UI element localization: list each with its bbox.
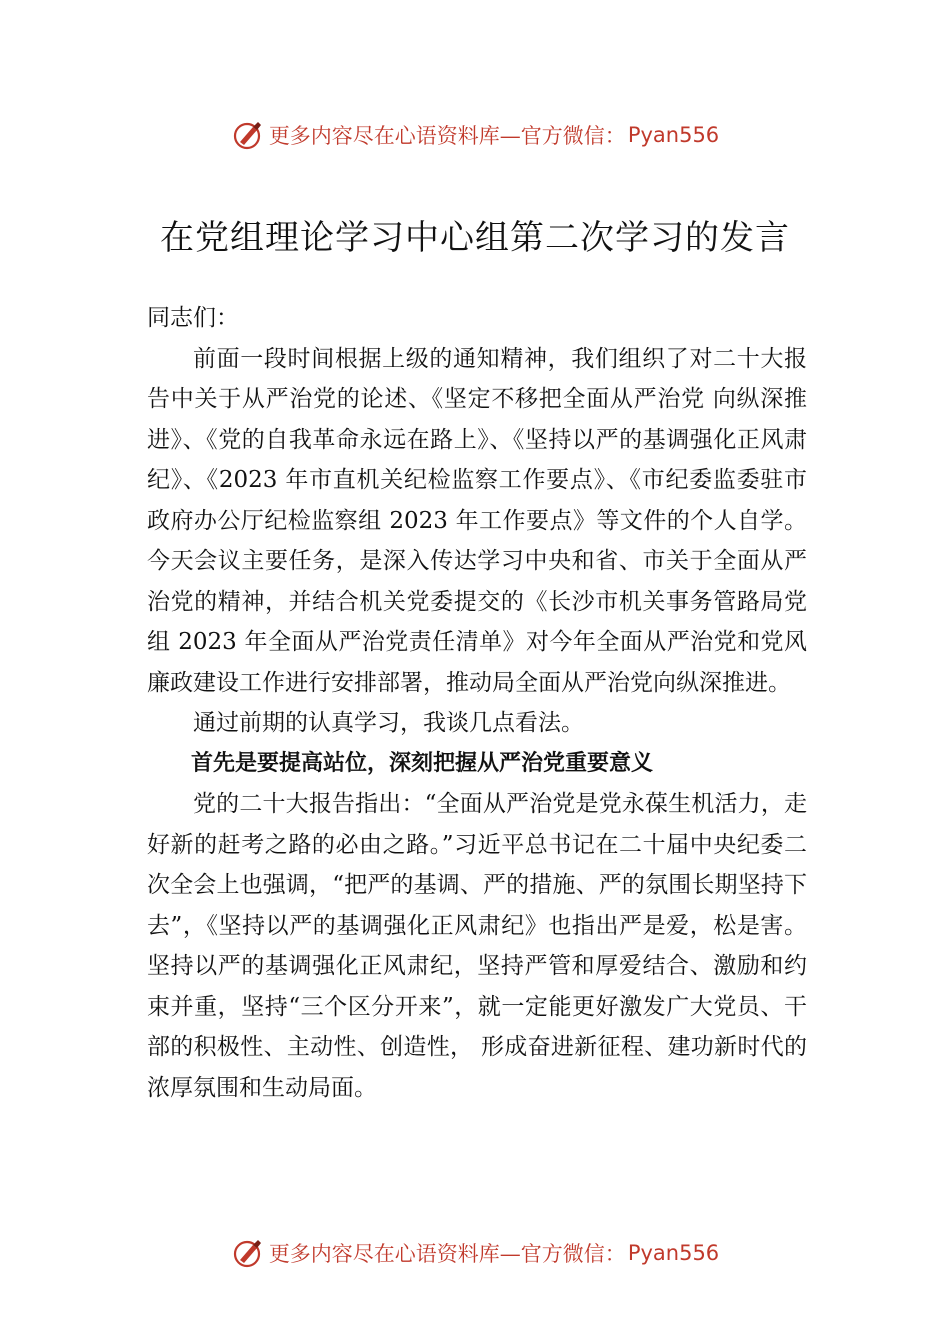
paragraph-transition: 通过前期的认真学习，我谈几点看法。 — [193, 710, 584, 736]
red-seal-pen-icon — [231, 1236, 265, 1270]
section-heading: 首先是要提高站位，深刻把握从严治党重要意义 — [191, 750, 654, 776]
watermark-wechat-id: Pyan556 — [627, 1241, 720, 1265]
watermark-footer — [0, 1236, 950, 1270]
watermark-header — [0, 118, 950, 152]
watermark-text: 更多内容尽在心语资料库—官方微信： — [268, 124, 626, 148]
document-body — [147, 298, 807, 1108]
paragraph-section-1: 党的二十大报告指出：“全面从严治党是党永葆生机活力，走好新的赶考之路的必由之路。”习近平总书记在二十届中央纪委二次全会上也强调，“把严的基调、严的措施、严的氛围长期坚持下去”，《坚持以严的基调强化正风肃纪》也指出严是爱，松是害。坚持以严的基调强化正风肃纪，坚持严管和厚爱结合、激励和约束并重，坚持“三个区分开来”，就一定能更好激发广大党员、干部的积极性、主动性、创造性， 形成奋进新征程、建功新时代的浓厚氛围和生动局面。 — [147, 791, 807, 1101]
paragraph-intro: 前面一段时间根据上级的通知精神，我们组织了对二十大报告中关于从严治党的论述、《坚定不移把全面从严治党 向纵深推进》、《党的自我革命永远在路上》、《坚持以严的基调强化正风肃纪》、《2023 年市直机关纪检监察工作要点》、《市纪委监委驻市政府办公厅纪检监察组 2023 年工作要点》等文件的个人自学。今天会议主要任务，是深入传达学习中央和省、市关于全面从严治党的精神，并结合机关党委提交的《长沙市机关事务管路局党组 2023 年全面从严治党责任清单》对今年全面从严治党和党风廉政建设工作进行安排部署，推动局全面从严治党向纵深推进。 — [147, 345, 807, 696]
watermark-text: 更多内容尽在心语资料库—官方微信： — [268, 1242, 626, 1266]
red-seal-pen-icon — [231, 118, 265, 152]
salutation: 同志们： — [147, 305, 239, 331]
watermark-wechat-id: Pyan556 — [627, 123, 720, 147]
document-title: 在党组理论学习中心组第二次学习的发言 — [160, 218, 790, 258]
